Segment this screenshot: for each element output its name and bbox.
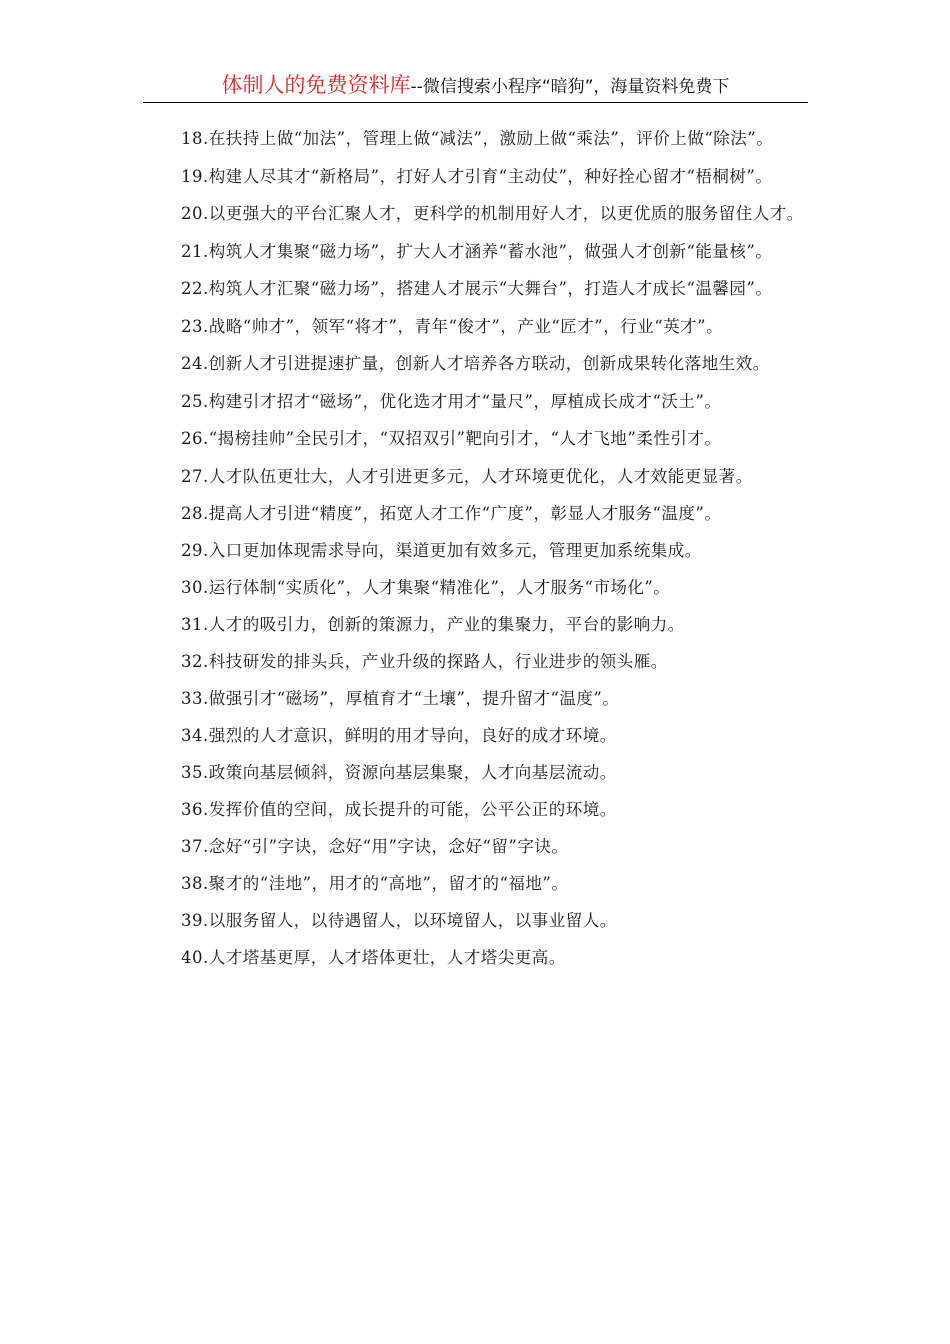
list-item: 35.政策向基层倾斜，资源向基层集聚，人才向基层流动。 [181, 763, 617, 782]
list-item: 23.战略“帅才”，领军“将才”，青年“俊才”，产业“匠才”，行业“英才”。 [181, 316, 724, 336]
list-item: 37.念好“引”字诀，念好“用”字诀，念好“留”字诀。 [181, 837, 569, 856]
list-item: 32.科技研发的排头兵，产业升级的探路人，行业进步的领头雁。 [181, 652, 668, 671]
list-item: 39.以服务留人，以待遇留人，以环境留人，以事业留人。 [181, 911, 617, 930]
header-subtitle: --微信搜索小程序“暗狗”，海量资料免费下 [410, 77, 730, 97]
page-header [143, 70, 808, 103]
list-item: 29.入口更加体现需求导向，渠道更加有效多元，管理更加系统集成。 [181, 541, 702, 560]
list-item: 24.创新人才引进提速扩量，创新人才培养各方联动，创新成果转化落地生效。 [181, 354, 770, 373]
list-item: 31.人才的吸引力，创新的策源力，产业的集聚力，平台的影响力。 [181, 615, 685, 634]
document-body [145, 126, 810, 982]
list-item: 30.运行体制“实质化”，人才集聚“精准化”，人才服务“市场化”。 [181, 578, 671, 597]
list-item: 36.发挥价值的空间，成长提升的可能，公平公正的环境。 [181, 800, 617, 819]
header-brand: 体制人的免费资料库 [221, 73, 411, 97]
list-item: 25.构建引才招才“磁场”，优化选才用才“量尺”，厚植成长成才“沃土”。 [181, 391, 722, 411]
list-item: 22.构筑人才汇聚“磁力场”，搭建人才展示“大舞台”，打造人才成长“温馨园”。 [181, 279, 773, 298]
list-item: 20.以更强大的平台汇聚人才，更科学的机制用好人才，以更优质的服务留住人才。 [181, 204, 804, 223]
list-item: 19.构建人尽其才“新格局”，打好人才引育“主动仗”，种好拴心留才“梧桐树”。 [181, 166, 773, 186]
list-item: 27.人才队伍更壮大，人才引进更多元，人才环境更优化，人才效能更显著。 [181, 466, 753, 486]
list-item: 38.聚才的“洼地”，用才的“高地”，留才的“福地”。 [181, 874, 569, 893]
list-item: 40.人才塔基更厚，人才塔体更壮，人才塔尖更高。 [181, 948, 566, 967]
list-item: 33.做强引才“磁场”，厚植育才“土壤”，提升留才“温度”。 [181, 689, 620, 708]
list-item: 21.构筑人才集聚“磁力场”，扩大人才涵养“蓄水池”，做强人才创新“能量核”。 [181, 241, 773, 261]
list-item: 28.提高人才引进“精度”，拓宽人才工作“广度”，彰显人才服务“温度”。 [181, 503, 722, 523]
list-item: 26.“揭榜挂帅”全民引才，“双招双引”靶向引才，“人才飞地”柔性引才。 [181, 429, 722, 448]
list-item: 34.强烈的人才意识，鲜明的用才导向，良好的成才环境。 [181, 726, 617, 745]
list-item: 18.在扶持上做“加法”，管理上做“减法”，激励上做“乘法”，评价上做“除法”。 [181, 129, 774, 148]
